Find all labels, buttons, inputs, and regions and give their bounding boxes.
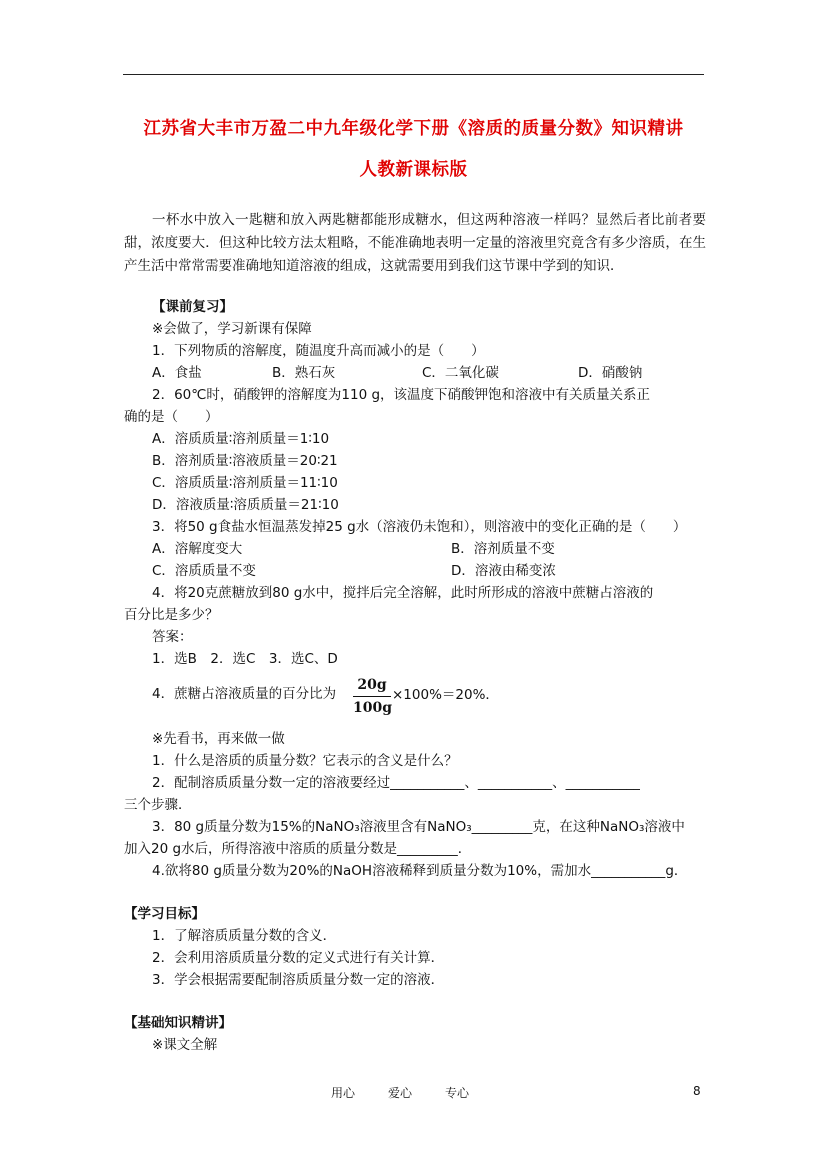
preview-q2-line2: 三个步骤． [124, 797, 192, 813]
q1-option-d: D．硝酸钠 [578, 365, 643, 381]
document-title-line1: 江苏省大丰市万盈二中九年级化学下册《溶质的质量分数》知识精讲 [143, 119, 684, 139]
review-heading: 【课前复习】 [152, 299, 233, 315]
goal-item-3: 3．学会根据需要配制溶质质量分数一定的溶液． [152, 972, 445, 988]
q4-stem-line1: 4．将20克蔗糖放到80 g水中，搅拌后完全溶解，此时所形成的溶液中蔗糖占溶液的 [152, 585, 654, 601]
basics-note: ※课文全解 [152, 1037, 218, 1053]
fraction-bar [353, 696, 391, 697]
answer-line: 1．选B 2．选C 3．选C、D [152, 651, 338, 667]
preview-note: ※先看书，再来做一做 [152, 731, 285, 747]
footer-item-1: 用心 [331, 1086, 356, 1100]
q2-option-a: A．溶质质量∶溶剂质量＝1∶10 [152, 431, 330, 447]
answer-label: 答案： [152, 629, 193, 645]
q2-option-b: B．溶剂质量∶溶液质量＝20∶21 [152, 453, 338, 469]
q1-stem: 1．下列物质的溶解度，随温度升高而减小的是（ ） [152, 343, 485, 359]
page-number: 8 [693, 1084, 701, 1098]
preview-q4: 4.欲将80 g质量分数为20%的NaOH溶液稀释到质量分数为10%，需加水___________g． [152, 863, 688, 879]
preview-q3-line2: 加入20 g水后，所得溶液中溶质的质量分数是_________． [124, 841, 472, 857]
q1-option-a: A．食盐 [152, 365, 202, 381]
footer-item-3: 专心 [445, 1086, 470, 1100]
document-title-line2: 人教新课标版 [359, 160, 468, 180]
answer4-prefix: 4．蔗糖占溶液质量的百分比为 [152, 686, 337, 702]
preview-q3-line1: 3．80 g质量分数为15%的NaNO₃溶液里含有NaNO₃_________克，在这种NaNO₃溶液中 [152, 819, 685, 835]
intro-paragraph: 一杯水中放入一匙糖和放入两匙糖都能形成糖水，但这两种溶液一样吗？显然后者比前者要甜，浓度要大．但这种比较方法太粗略，不能准确地表明一定量的溶液里究竟含有多少溶质，在生产生活中常常需要准确地知道溶液的组成，这就需要用到我们这节课中学到的知识． [124, 212, 706, 274]
q1-option-b: B．熟石灰 [272, 365, 336, 381]
basics-heading: 【基础知识精讲】 [124, 1015, 232, 1031]
q3-option-c: C．溶质质量不变 [152, 563, 256, 579]
header-rule [123, 74, 704, 75]
review-note: ※会做了，学习新课有保障 [152, 321, 312, 337]
goals-heading: 【学习目标】 [124, 906, 205, 922]
answer4-suffix: ×100%＝20%． [392, 687, 499, 703]
q2-stem-line2: 确的是（ ） [124, 409, 219, 425]
goal-item-1: 1．了解溶质质量分数的含义． [152, 928, 337, 944]
fraction [353, 675, 391, 718]
preview-q2-line1: 2．配制溶质质量分数一定的溶液要经过___________、___________、___________ [152, 775, 640, 791]
q2-option-d: D．溶液质量∶溶质质量＝21∶10 [152, 497, 339, 513]
q3-stem: 3．将50 g食盐水恒温蒸发掉25 g水（溶液仍未饱和），则溶液中的变化正确的是（ ） [152, 519, 687, 535]
q1-option-c: C．二氧化碳 [422, 365, 499, 381]
fraction-numerator: 20g [357, 677, 387, 693]
q2-stem-line1: 2．60℃时，硝酸钾的溶解度为110 g，该温度下硝酸钾饱和溶液中有关质量关系正 [152, 387, 651, 403]
q3-option-b: B．溶剂质量不变 [451, 541, 555, 557]
preview-q1: 1．什么是溶质的质量分数？它表示的含义是什么？ [152, 753, 458, 769]
q3-option-a: A．溶解度变大 [152, 541, 243, 557]
q4-stem-line2: 百分比是多少？ [124, 607, 219, 623]
goal-item-2: 2．会利用溶质质量分数的定义式进行有关计算． [152, 950, 445, 966]
q2-option-c: C．溶质质量∶溶剂质量＝11∶10 [152, 475, 338, 491]
footer-item-2: 爱心 [388, 1086, 413, 1100]
fraction-denominator: 100g [353, 700, 393, 716]
q3-option-d: D．溶液由稀变浓 [451, 563, 556, 579]
